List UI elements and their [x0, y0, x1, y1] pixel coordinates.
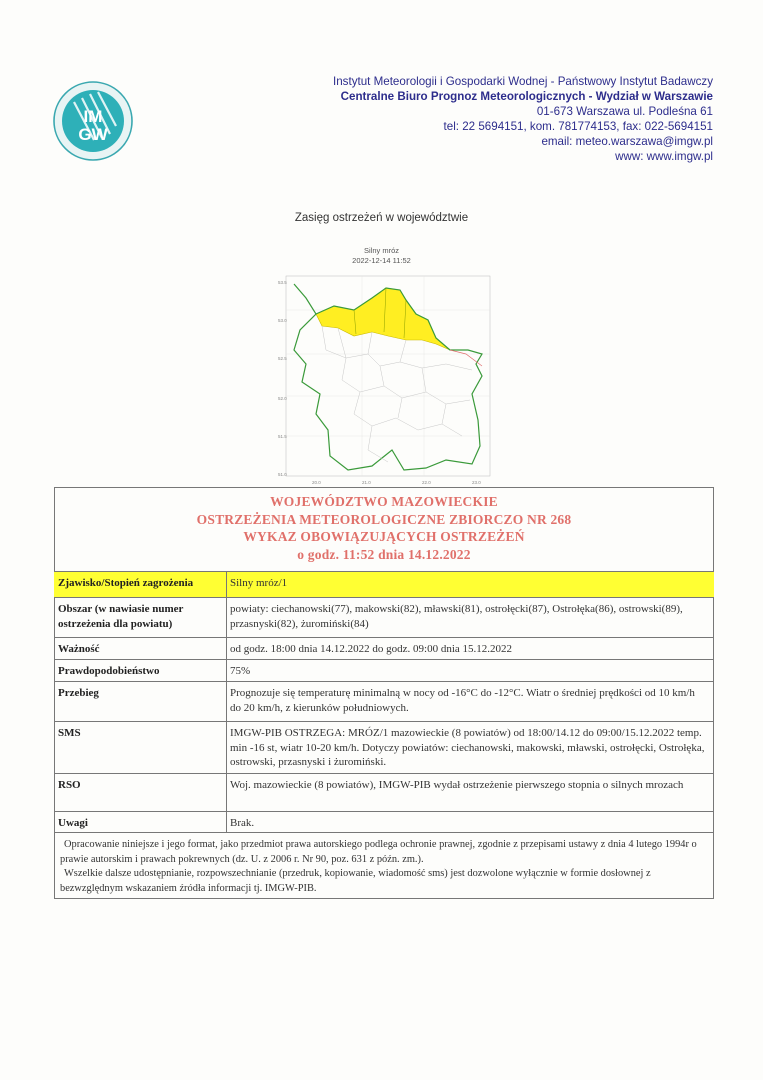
website: www: www.imgw.pl: [615, 150, 713, 163]
value-prawdopodobienstwo: 75%: [230, 665, 251, 677]
label-przebieg: Przebieg: [58, 687, 99, 699]
x-tick: 22.0: [422, 480, 431, 485]
bureau-name: Centralne Biuro Prognoz Meteorologicznych - Wydział w Warszawie: [340, 90, 713, 103]
svg-text:GW: GW: [78, 125, 108, 144]
email: email: meteo.warszawa@imgw.pl: [541, 135, 713, 148]
value-waznosc: od godz. 18:00 dnia 14.12.2022 do godz. 09:00 dnia 15.12.2022: [230, 643, 513, 655]
y-tick: 51.0: [278, 472, 287, 477]
label-prawdopodobienstwo: Prawdopodobieństwo: [58, 665, 160, 677]
warning-titles: [54, 493, 714, 563]
label-rso: RSO: [58, 779, 81, 791]
institute-name: Instytut Meteorologii i Gospodarki Wodnej - Państwowy Instytut Badawczy: [333, 75, 713, 88]
title-list: WYKAZ OBOWIĄZUJĄCYCH OSTRZEŻEŃ: [243, 529, 525, 544]
value-rso: Woj. mazowieckie (8 powiatów), IMGW-PIB wydał ostrzeżenie pierwszego stopnia o silnych mrozach: [230, 779, 684, 791]
value-przebieg: Prognozuje się temperaturę minimalną w nocy od -16°C do -12°C. Wiatr o średniej prędkości od 10 km/h do 20 km/h, z kierunków południowych.: [230, 687, 695, 714]
imgw-logo: [52, 80, 134, 162]
warning-map: [276, 270, 494, 488]
label-sms: SMS: [58, 727, 81, 739]
value-uwagi: Brak.: [230, 817, 255, 829]
column-divider: [226, 571, 227, 833]
label-zjawisko: Zjawisko/Stopień zagrożenia: [58, 577, 194, 589]
label-uwagi: Uwagi: [58, 817, 88, 829]
y-tick: 51.5: [278, 434, 287, 439]
label-waznosc: Ważność: [58, 643, 100, 655]
row-obszar: [54, 597, 714, 637]
row-rso: [54, 773, 714, 811]
row-zjawisko: [54, 571, 714, 597]
title-time: o godz. 11:52 dnia 14.12.2022: [297, 546, 471, 562]
value-obszar: powiaty: ciechanowski(77), makowski(82), mławski(81), ostrołęcki(87), Ostrołęka(86), ostrowski(89), przasnyski(82), żuromiński(84): [230, 603, 683, 630]
title-voivodeship: WOJEWÓDZTWO MAZOWIECKIE: [270, 494, 498, 509]
x-tick: 20.0: [312, 480, 321, 485]
x-tick: 21.0: [362, 480, 371, 485]
row-prawdopodobienstwo: [54, 659, 714, 681]
phone: tel: 22 5694151, kom. 781774153, fax: 022-5694151: [443, 120, 713, 133]
x-tick: 23.0: [472, 480, 481, 485]
page-subtitle: Zasięg ostrzeżeń w województwie: [294, 212, 469, 224]
y-tick: 53.5: [278, 280, 287, 285]
institute-header: [333, 74, 713, 164]
y-tick: 52.5: [278, 356, 287, 361]
map-caption-datetime: 2022-12-14 11:52: [352, 256, 411, 265]
value-zjawisko: Silny mróz/1: [230, 577, 288, 589]
copyright-paragraph: Opracowanie niniejsze i jego format, jako przedmiot prawa autorskiego podlega ochronie prawnej, zgodnie z przepisami ustawy z dnia 4 lutego 1994r o prawie autorskim i prawach pokrewnych (dz. U. z 2006 r. Nr 90, poz. 631 z późn. zm.).: [60, 839, 697, 865]
redistribution-paragraph: Wszelkie dalsze udostępnianie, rozpowszechnianie (przedruk, kopiowanie, wiadomość sms) jest dozwolone wyłącznie w formie dosłownej z bezwzględnym wskazaniem źródła informacji tj. IMGW-PIB.: [60, 868, 651, 894]
row-uwagi: [54, 811, 714, 833]
row-waznosc: [54, 637, 714, 659]
row-przebieg: [54, 681, 714, 721]
label-obszar: Obszar (w nawiasie numer ostrzeżenia dla powiatu): [58, 603, 184, 630]
title-collective: OSTRZEŻENIA METEOROLOGICZNE ZBIORCZO NR 268: [196, 511, 572, 527]
copyright-note: [60, 838, 710, 896]
value-sms: IMGW-PIB OSTRZEGA: MRÓZ/1 mazowieckie (8 powiatów) od 18:00/14.12 do 09:00/15.12.2022 temp. min -16 st, wiatr 10-20 km/h. Dotyczy powiatów: ciechanowski, makowski, mławski, ostrołęcki, Ostrołęka, ostrowski, przasnyski i żuromiński.: [230, 727, 705, 769]
warning-area: [316, 288, 450, 350]
svg-text:IM: IM: [83, 107, 103, 126]
map-caption-phenomenon: Silny mróz: [363, 246, 399, 255]
y-tick: 52.0: [278, 396, 287, 401]
row-sms: [54, 721, 714, 773]
y-tick: 53.0: [278, 318, 287, 323]
address: 01-673 Warszawa ul. Podleśna 61: [536, 105, 713, 118]
